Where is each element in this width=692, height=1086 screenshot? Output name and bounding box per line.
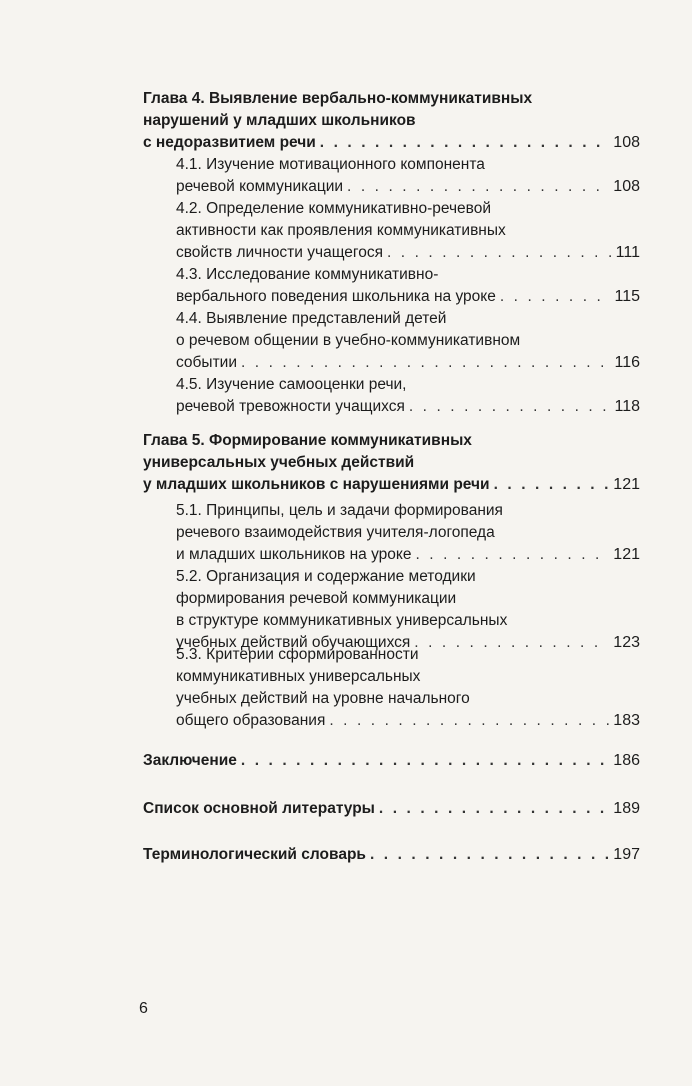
toc-glossary[interactable] xyxy=(143,844,640,866)
toc-leader-dots xyxy=(494,474,610,496)
toc-entry-line: универсальных учебных действий xyxy=(143,454,415,471)
toc-entry-line: 4.5. Изучение самооценки речи, xyxy=(176,376,407,393)
toc-leader-dots xyxy=(379,798,609,820)
toc-section-5-2[interactable] xyxy=(176,566,640,654)
toc-entry-title: Список основной литературы xyxy=(143,800,375,817)
toc-entry-title: речевой коммуникации xyxy=(176,178,344,195)
toc-entry-title: событии xyxy=(176,354,237,371)
toc-entry-line: о речевом общении в учебно-коммуникативном xyxy=(176,332,521,349)
toc-page-number: 183 xyxy=(613,712,640,729)
toc-entry-line: 4.4. Выявление представлений детей xyxy=(176,310,447,327)
toc-page-number: 123 xyxy=(613,634,640,651)
toc-page-number: 186 xyxy=(613,752,640,769)
toc-leader-dots xyxy=(370,844,609,866)
toc-leader-dots xyxy=(320,132,610,154)
toc-entry-line: формирования речевой коммуникации xyxy=(176,590,457,607)
toc-entry-line: речевого взаимодействия учителя-логопеда xyxy=(176,524,495,541)
toc-leader-dots xyxy=(409,396,611,418)
toc-literature[interactable] xyxy=(143,798,640,820)
toc-section-4-4[interactable] xyxy=(176,308,640,374)
page-number: 6 xyxy=(139,1000,148,1017)
toc-entry-title: учебных действий обучающихся xyxy=(176,634,411,651)
toc-entry-line: 4.2. Определение коммуникативно-речевой xyxy=(176,200,491,217)
toc-page-number: 111 xyxy=(615,244,640,261)
toc-entry-line: 5.3. Критерии сформированности xyxy=(176,646,419,663)
toc-entry-line: 5.2. Организация и содержание методики xyxy=(176,568,476,585)
toc-entry-title: Заключение xyxy=(143,752,237,769)
toc-leader-dots xyxy=(347,176,609,198)
toc-page-number: 108 xyxy=(613,178,640,195)
toc-entry-title: общего образования xyxy=(176,712,326,729)
toc-leader-dots xyxy=(387,242,612,264)
toc-section-4-3[interactable] xyxy=(176,264,640,308)
toc-entry-title: с недоразвитием речи xyxy=(143,134,316,151)
toc-entry-title: вербального поведения школьника на уроке xyxy=(176,288,496,305)
toc-entry-line: нарушений у младших школьников xyxy=(143,112,416,129)
toc-entry-title: речевой тревожности учащихся xyxy=(176,398,405,415)
toc-entry-line: Глава 4. Выявление вербально-коммуникативных xyxy=(143,90,533,107)
toc-entry-title: у младших школьников с нарушениями речи xyxy=(143,476,490,493)
toc-entry-line: 4.1. Изучение мотивационного компонента xyxy=(176,156,485,173)
toc-leader-dots xyxy=(500,286,611,308)
toc-entry-line: 4.3. Исследование коммуникативно- xyxy=(176,266,439,283)
toc-page-number: 115 xyxy=(614,288,640,305)
toc-entry-line: активности как проявления коммуникативных xyxy=(176,222,506,239)
toc-page-number: 116 xyxy=(614,354,640,371)
toc-section-4-5[interactable] xyxy=(176,374,640,418)
toc-leader-dots xyxy=(241,750,609,772)
toc-leader-dots xyxy=(415,544,609,566)
toc-entry-line: 5.1. Принципы, цель и задачи формирования xyxy=(176,502,503,519)
toc-page-number: 197 xyxy=(613,846,640,863)
toc-page-number: 121 xyxy=(613,546,640,563)
toc-section-4-1[interactable] xyxy=(176,154,640,198)
toc-page-number: 118 xyxy=(614,398,640,415)
toc-leader-dots xyxy=(241,352,611,374)
toc-entry-line: коммуникативных универсальных xyxy=(176,668,421,685)
toc-section-5-1[interactable] xyxy=(176,500,640,566)
toc-page-number: 108 xyxy=(613,134,640,151)
toc-conclusion[interactable] xyxy=(143,750,640,772)
toc-leader-dots xyxy=(329,710,609,732)
toc-entry-title: свойств личности учащегося xyxy=(176,244,383,261)
toc-page-number: 189 xyxy=(613,800,640,817)
toc-page-number: 121 xyxy=(613,476,640,493)
toc-chapter-4[interactable] xyxy=(143,88,640,154)
toc-entry-line: Глава 5. Формирование коммуникативных xyxy=(143,432,472,449)
toc-section-5-3[interactable] xyxy=(176,644,640,732)
toc-chapter-5[interactable] xyxy=(143,430,640,496)
toc-entry-line: учебных действий на уровне начального xyxy=(176,690,470,707)
toc-entry-title: Терминологический словарь xyxy=(143,846,366,863)
toc-section-4-2[interactable] xyxy=(176,198,640,264)
toc-entry-title: и младших школьников на уроке xyxy=(176,546,412,563)
toc-entry-line: в структуре коммуникативных универсальных xyxy=(176,612,508,629)
